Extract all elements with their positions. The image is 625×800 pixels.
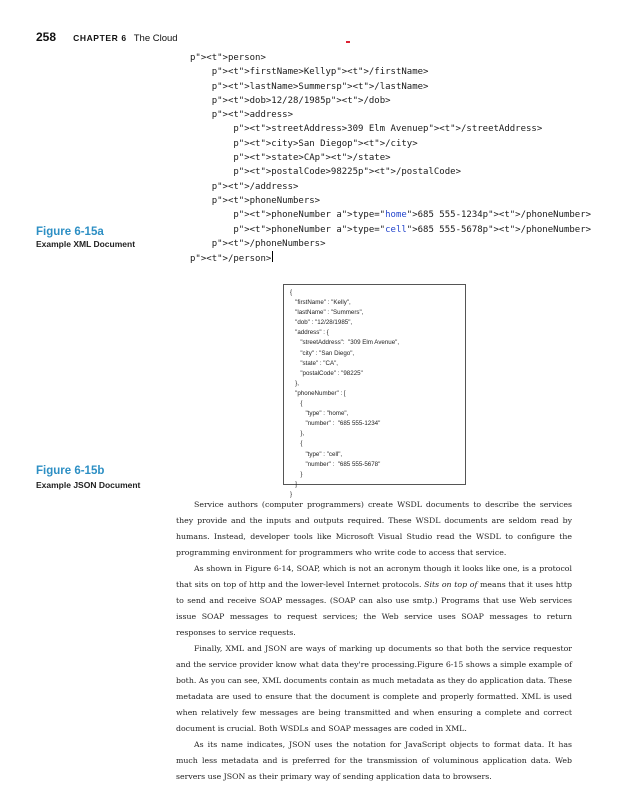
json-line: "lastName" : "Summers",: [290, 309, 364, 317]
paragraph-2: As shown in Figure 6-14, SOAP, which is not an acronym though it looks like one, is a protocol that sits on top of http and the lower-level Internet protocols. Sits on top of means that it uses http to send and receive SOAP messages. (SOAP can also use smtp.) Programs that use Web services issue SOAP messages to request services; the Web service uses SOAP messages to return responses to service requests.: [176, 564, 572, 637]
red-mark: [346, 41, 350, 43]
json-line: }: [290, 490, 293, 498]
chapter-label: CHAPTER 6: [73, 33, 127, 43]
xml-line: p"><t">firstName>Kellyp"><t">/firstName>: [211, 67, 429, 78]
xml-line: p"><t">streetAddress>309 Elm Avenuep"><t">/streetAddress>: [233, 124, 543, 135]
xml-line: p"><t">postalCode>98225p"><t">/postalCode>: [233, 167, 461, 178]
xml-line: p"><t">state>CAp"><t">/state>: [233, 153, 391, 164]
xml-line: p"><t">dob>12/28/1985p"><t">/dob>: [211, 95, 391, 106]
json-line: },: [290, 430, 305, 438]
json-line: "firstName" : "Kelly",: [290, 299, 351, 307]
xml-code-block: [190, 51, 591, 266]
xml-line: p"><t">/address>: [211, 181, 299, 192]
json-line: {: [290, 400, 303, 408]
json-line: "number" : "685 555-5678": [290, 460, 381, 468]
json-line: "city" : "San Diego",: [290, 349, 355, 357]
figure-6-15a-label: Figure 6-15a: [36, 226, 104, 238]
json-code-box: [283, 284, 466, 498]
json-line: },: [290, 379, 299, 387]
xml-line: p"><t">phoneNumber a">type="cell">685 555-5678p"><t">/phoneNumber>: [233, 224, 592, 235]
xml-line: p"><t">phoneNumber a">type="home">685 555-1234p"><t">/phoneNumber>: [233, 210, 592, 221]
text-cursor: [272, 251, 273, 262]
xml-line: p"><t">person>: [190, 53, 266, 63]
json-line: "streetAddress": "309 Elm Avenue",: [290, 339, 400, 347]
json-line: }: [290, 470, 303, 478]
paragraph-3: Finally, XML and JSON are ways of marking up documents so that both the service requestor and the service provider know what data they're processing.Figure 6-15 shows a simple example of both. As you can see, XML documents contain as much metadata as they do application data. These metadata are used to ensure that the document is complete and properly formatted. XML is used when relatively few messages are being transmitted and when ensuring a complete and correct document is crucial. Both WSDLs and SOAP messages are coded in XML.: [176, 644, 572, 733]
json-line: {: [290, 440, 303, 448]
paragraph-1: Service authors (computer programmers) create WSDL documents to describe the services they provide and the inputs and outputs required. These WSDL documents are seldom read by humans. Instead, developer tools like Microsoft Visual Studio read the WSDL to configure the programming environment for programmers who write code to access that service.: [176, 500, 572, 557]
json-line: "state" : "CA",: [290, 359, 338, 367]
xml-line: p"><t">address>: [211, 110, 293, 121]
body-text: [176, 497, 572, 785]
xml-line: p"><t">/person>: [190, 251, 591, 266]
json-line: "number" : "685 555-1234": [290, 420, 381, 428]
italic-phrase: Sits on top of: [424, 580, 478, 589]
json-line: {: [290, 289, 293, 296]
json-line: "type" : "cell",: [290, 450, 343, 458]
json-line: "address" : {: [290, 329, 329, 337]
figure-6-15b-caption: Example JSON Document: [36, 480, 141, 490]
json-line: "dob" : "12/28/1985",: [290, 319, 353, 327]
page-header: [36, 30, 178, 44]
xml-line: p"><t">phoneNumbers>: [211, 195, 321, 206]
json-line: ]: [290, 480, 297, 488]
xml-line: p"><t">city>San Diegop"><t">/city>: [233, 138, 418, 149]
xml-line: p"><t">/phoneNumbers>: [211, 238, 326, 249]
figure-6-15b-label: Figure 6-15b: [36, 465, 105, 477]
json-line: "phoneNumber" : [: [290, 389, 346, 397]
paragraph-4: As its name indicates, JSON uses the notation for JavaScript objects to format data. It has much less metadata and is preferred for the transmission of voluminous application data. Web servers use JSON as their primary way of sending application data to browsers.: [176, 740, 572, 781]
json-line: "postalCode" : "98225": [290, 369, 363, 377]
chapter-title: The Cloud: [133, 33, 178, 44]
json-line: "type" : "home",: [290, 410, 349, 418]
figure-6-15a-caption: Example XML Document: [36, 239, 136, 249]
page-number: 258: [36, 30, 57, 44]
xml-line: p"><t">lastName>Summersp"><t">/lastName>: [211, 81, 429, 92]
